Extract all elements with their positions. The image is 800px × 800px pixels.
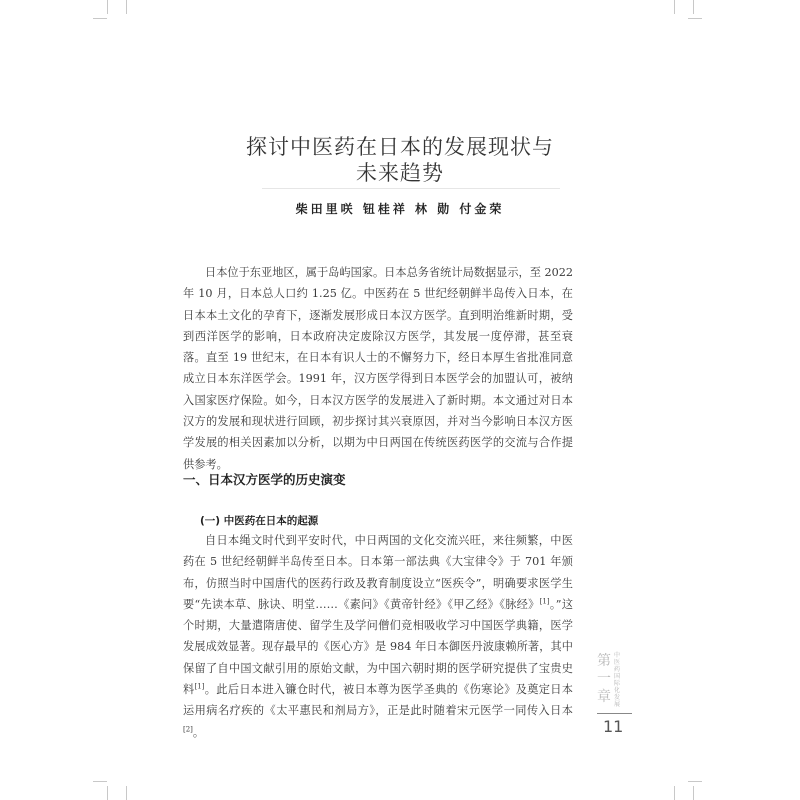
crop-mark (674, 0, 675, 14)
crop-mark (107, 786, 108, 800)
subsection-heading: (一) 中医药在日本的起源 (200, 515, 319, 527)
chapter-char: 章 (597, 689, 611, 705)
crop-mark (693, 0, 694, 14)
chapter-char: 一 (597, 671, 611, 687)
intro-paragraph: 日本位于东亚地区，属于岛屿国家。日本总务省统计局数据显示，至 2022 年 10 月，日本总人口约 1.25 亿。中医药在 5 世纪经朝鲜半岛传入日本，在日本本土文化的孕育下，逐渐发展形成日本汉方医学。直到明治维新时期，受到西洋医学的影响，日本政府决定废除汉方医学，其发展一度停滞，甚至衰落。直至 19 世纪末，在日本有识人士的不懈努力下，经日本厚生省批准同意成立日本东洋医学会。1991 年，汉方医学得到日本医学会的加盟认可，被纳入国家医疗保险。如今，日本汉方医学的发展进入了新时期。本文通过对日本汉方的发展和现状进行回顾，初步探讨其兴衰原因，并对当今影响日本汉方医学发展的相关因素加以分析，以期为中日两国在传统医药医学的交流与合作提供参考。 (183, 266, 573, 471)
crop-mark (107, 0, 108, 14)
crop-mark (93, 781, 107, 782)
crop-mark (126, 0, 127, 14)
chapter-subtitle: 中医药国际化发展 (614, 652, 621, 708)
section-heading: 一、日本汉方医学的历史演变 (183, 472, 346, 487)
article-title-line-2: 未来趋势 (356, 161, 444, 185)
page-number: 11 (603, 717, 624, 736)
paragraph-text: 。 (192, 725, 205, 739)
chapter-side-tab (597, 648, 627, 708)
article-authors: 柴田里咲 钮桂祥 林 勋 付金荣 (295, 202, 505, 216)
crop-mark (674, 786, 675, 800)
title-divider (262, 188, 560, 189)
chapter-char: 第 (597, 653, 611, 669)
subsection-body (183, 530, 573, 743)
crop-mark (688, 781, 702, 782)
citation-ref: [1] (194, 682, 205, 691)
citation-ref: [2] (183, 724, 193, 733)
crop-mark (126, 786, 127, 800)
paragraph-text: 自日本绳文时代到平安时代，中日两国的文化交流兴旺，来往频繁，中医药在 5 世纪经朝鲜半岛传至日本。日本第一部法典《大宝律令》于 701 年颁布，仿照当时中国唐代的医药行政及教育制度设立“医疾令”，明确要求医学生要“先读本草、脉诀、明堂……《素问》《黄帝针经》《甲乙经》《脉经》 (183, 534, 573, 611)
page-number-rule (597, 713, 632, 714)
paragraph-text: 。”这个时期，大量遣隋唐使、留学生及学问僧们竞相吸收学习中国医学典籍，医学发展成效显著。现存最早的《医心方》是 984 年日本御医丹波康赖所著，其中保留了自中国文献引用的原始文献，为中国六朝时期的医学研究提供了宝贵史料 (183, 597, 574, 697)
subsection-paragraph (183, 530, 573, 743)
crop-mark (688, 18, 702, 19)
crop-mark (93, 18, 107, 19)
crop-mark (693, 786, 694, 800)
paragraph-text: 。此后日本进入镰仓时代，被日本尊为医学圣典的《伤寒论》及奠定日本运用病名疗疾的《太平惠民和剂局方》，正是此时随着宋元医学一同传入日本 (183, 683, 573, 718)
article-title-line-1: 探讨中医药在日本的发展现状与 (246, 135, 554, 159)
intro-section (183, 262, 573, 475)
citation-ref: [1] (539, 597, 550, 606)
